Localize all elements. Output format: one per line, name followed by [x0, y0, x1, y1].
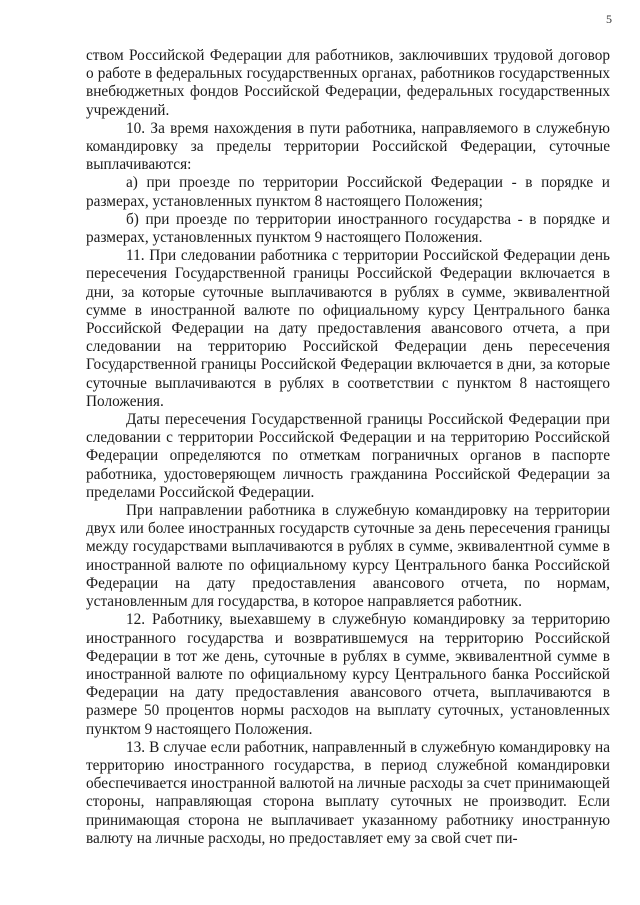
paragraph-border-dates: Даты пересечения Государственной границы Российской Федерации при следовании с территории Российской Федерации и на территорию Российской Федерации определяются по отметкам пограничных органов в паспорте работника, удостоверяющем личность гражданина Российской Федерации за пределами Российской Федерации.: [86, 411, 610, 501]
paragraph-subitem-b: б) при проезде по территории иностранного государства - в порядке и размерах, установленных пунктом 9 настоящего Положения.: [86, 210, 610, 247]
paragraph-item-11: 11. При следовании работника с территории Российской Федерации день пересечения Государственной границы Российской Федерации включается в дни, за которые суточные выплачиваются в рублях в сумме, эквивалентной сумме в иностранной валюте по официальному курсу Центрального банка Российской Федерации на дату предоставления авансового отчета, а при следовании на территорию Российской Федерации день пересечения Государственной границы Российской Федерации включается в дни, за которые суточные выплачиваются в рублях в соответствии с пунктом 8 настоящего Положения.: [86, 247, 610, 410]
document-body: [86, 47, 610, 848]
paragraph-item-12: 12. Работнику, выехавшему в служебную командировку за территорию иностранного государства и возвратившемуся на территорию Российской Федерации в тот же день, суточные в рублях в сумме, эквивалентной сумме в иностранной валюте по официальному курсу Центрального банка Российской Федерации на дату предоставления авансового отчета, выплачиваются в размере 50 процентов нормы расходов на выплату суточных, установленных пунктом 9 настоящего Положения.: [86, 611, 610, 738]
page-number: 5: [606, 12, 612, 26]
paragraph-item-10: 10. За время нахождения в пути работника, направляемого в служебную командировку за пределы территории Российской Федерации, суточные выплачиваются:: [86, 119, 610, 174]
paragraph-continuation: ством Российской Федерации для работников, заключивших трудовой договор о работе в федеральных государственных органах, работников государственных внебюджетных фондов Российской Федерации, федеральных государственных учреждений.: [86, 47, 610, 119]
paragraph-item-13: 13. В случае если работник, направленный в служебную командировку на территорию иностранного государства, в период служебной командировки обеспечивается иностранной валютой на личные расходы за счет принимающей стороны, направляющая сторона выплату суточных не производит. Если принимающая сторона не выплачивает указанному работнику иностранную валюту на личные расходы, но предоставляет ему за свой счет пи-: [86, 738, 610, 847]
paragraph-multiple-states: При направлении работника в служебную командировку на территории двух или более иностранных государств суточные за день пересечения границы между государствами выплачиваются в рублях в сумме, эквивалентной сумме в иностранной валюте по официальному курсу Центрального банка Российской Федерации на дату предоставления авансового отчета, по нормам, установленным для государства, в которое направляется работник.: [86, 502, 610, 611]
paragraph-subitem-a: а) при проезде по территории Российской Федерации - в порядке и размерах, установленных пунктом 8 настоящего Положения;: [86, 174, 610, 210]
